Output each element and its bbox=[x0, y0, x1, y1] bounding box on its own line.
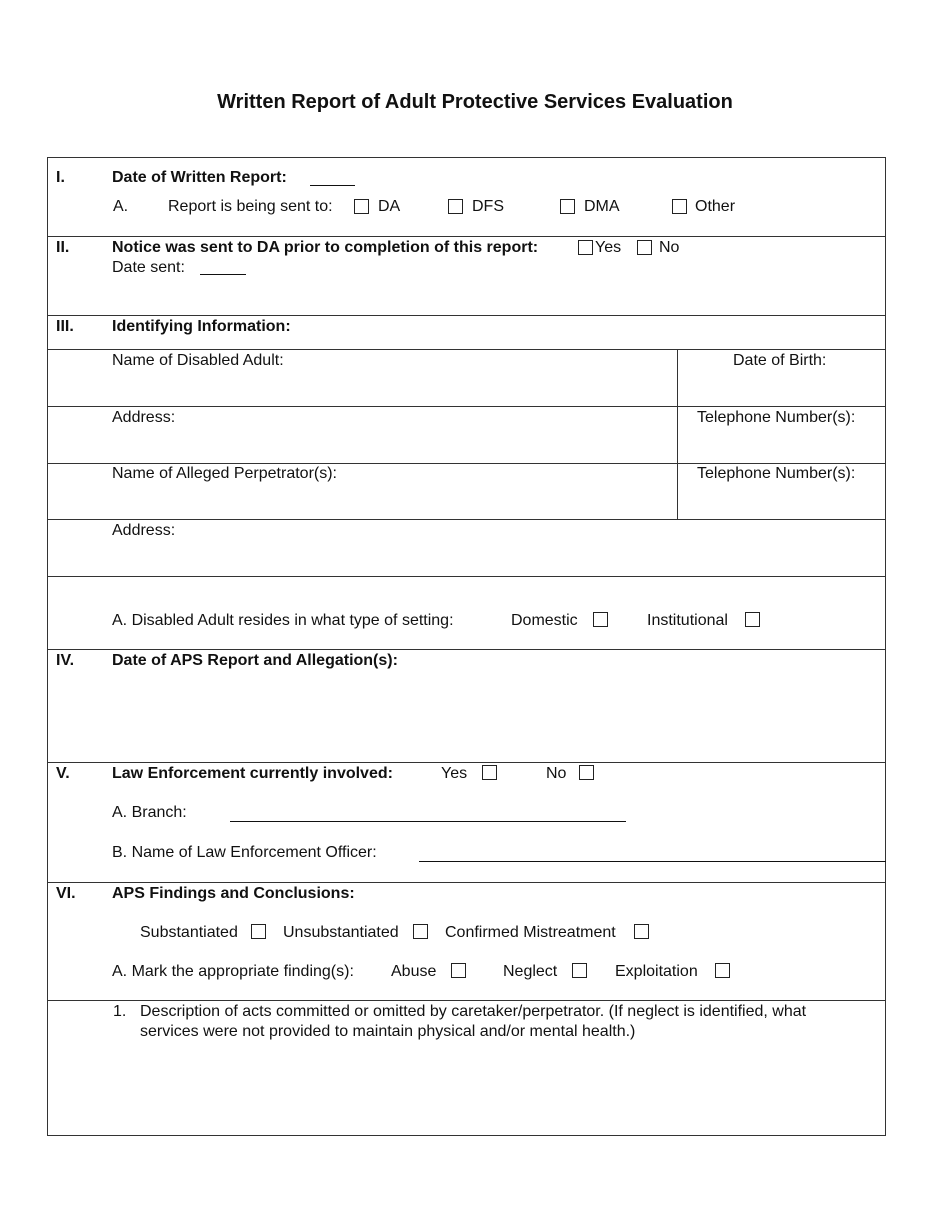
branch-label: A. Branch: bbox=[112, 804, 187, 821]
neglect-label: Neglect bbox=[503, 963, 558, 980]
telephone-label: Telephone Number(s): bbox=[697, 465, 856, 482]
notice-no-label: No bbox=[659, 239, 680, 256]
institutional-label: Institutional bbox=[647, 612, 728, 629]
law-yes-label: Yes bbox=[441, 765, 468, 782]
section-number: II. bbox=[56, 239, 70, 256]
dfs-option-label: DFS bbox=[472, 198, 504, 215]
branch-field[interactable] bbox=[230, 821, 626, 822]
address-label: Address: bbox=[112, 409, 176, 426]
divider bbox=[47, 315, 886, 316]
identifying-information-label: Identifying Information: bbox=[112, 318, 291, 335]
form-frame bbox=[47, 157, 886, 1136]
unsubstantiated-checkbox[interactable] bbox=[413, 924, 428, 939]
confirmed-mistreatment-checkbox[interactable] bbox=[634, 924, 649, 939]
dfs-checkbox[interactable] bbox=[448, 199, 463, 214]
exploitation-label: Exploitation bbox=[615, 963, 698, 980]
notice-no-checkbox[interactable] bbox=[637, 240, 652, 255]
law-no-label: No bbox=[546, 765, 567, 782]
other-option-label: Other bbox=[695, 198, 736, 215]
page-title: Written Report of Adult Protective Services Evaluation bbox=[217, 91, 733, 113]
divider bbox=[47, 406, 886, 407]
law-enforcement-label: Law Enforcement currently involved: bbox=[112, 765, 393, 782]
domestic-label: Domestic bbox=[511, 612, 578, 629]
section-number: I. bbox=[56, 169, 65, 186]
date-of-written-report-label: Date of Written Report: bbox=[112, 169, 287, 186]
divider bbox=[47, 236, 886, 237]
divider bbox=[47, 349, 886, 350]
da-checkbox[interactable] bbox=[354, 199, 369, 214]
name-perpetrator-label: Name of Alleged Perpetrator(s): bbox=[112, 465, 337, 482]
divider bbox=[47, 1000, 886, 1001]
mark-finding-label: A. Mark the appropriate finding(s): bbox=[112, 963, 354, 980]
section-number: VI. bbox=[56, 885, 76, 902]
perpetrator-address-label: Address: bbox=[112, 522, 176, 539]
law-yes-checkbox[interactable] bbox=[482, 765, 497, 780]
unsubstantiated-label: Unsubstantiated bbox=[283, 924, 399, 941]
section-number: V. bbox=[56, 765, 70, 782]
substantiated-label: Substantiated bbox=[140, 924, 238, 941]
domestic-checkbox[interactable] bbox=[593, 612, 608, 627]
divider bbox=[47, 576, 886, 577]
da-option-label: DA bbox=[378, 198, 401, 215]
divider bbox=[47, 649, 886, 650]
description-line: services were not provided to maintain physical and/or mental health.) bbox=[140, 1023, 636, 1040]
name-disabled-adult-label: Name of Disabled Adult: bbox=[112, 352, 284, 369]
section-number: III. bbox=[56, 318, 74, 335]
dma-checkbox[interactable] bbox=[560, 199, 575, 214]
description-number: 1. bbox=[113, 1003, 127, 1020]
dma-option-label: DMA bbox=[584, 198, 620, 215]
description-line: Description of acts committed or omitted by caretaker/perpetrator. (If neglect is identified, what bbox=[140, 1003, 807, 1020]
date-sent-field[interactable] bbox=[200, 274, 246, 275]
notice-yes-label: Yes bbox=[595, 239, 622, 256]
exploitation-checkbox[interactable] bbox=[715, 963, 730, 978]
notice-yes-checkbox[interactable] bbox=[578, 240, 593, 255]
divider bbox=[47, 463, 886, 464]
date-of-written-report-field[interactable] bbox=[310, 185, 355, 186]
substantiated-checkbox[interactable] bbox=[251, 924, 266, 939]
date-of-birth-label: Date of Birth: bbox=[733, 352, 827, 369]
setting-question: A. Disabled Adult resides in what type of setting: bbox=[112, 612, 454, 629]
divider bbox=[47, 882, 886, 883]
sub-letter: A. bbox=[113, 198, 129, 215]
officer-field[interactable] bbox=[419, 861, 886, 862]
abuse-checkbox[interactable] bbox=[451, 963, 466, 978]
neglect-checkbox[interactable] bbox=[572, 963, 587, 978]
aps-report-date-label: Date of APS Report and Allegation(s): bbox=[112, 652, 398, 669]
abuse-label: Abuse bbox=[391, 963, 437, 980]
confirmed-mistreatment-label: Confirmed Mistreatment bbox=[445, 924, 616, 941]
institutional-checkbox[interactable] bbox=[745, 612, 760, 627]
findings-label: APS Findings and Conclusions: bbox=[112, 885, 355, 902]
officer-label: B. Name of Law Enforcement Officer: bbox=[112, 844, 377, 861]
divider bbox=[47, 762, 886, 763]
date-sent-label: Date sent: bbox=[112, 259, 185, 276]
sent-to-label: Report is being sent to: bbox=[168, 198, 333, 215]
law-no-checkbox[interactable] bbox=[579, 765, 594, 780]
divider bbox=[47, 519, 886, 520]
column-divider bbox=[677, 349, 678, 519]
other-checkbox[interactable] bbox=[672, 199, 687, 214]
notice-sent-label: Notice was sent to DA prior to completion of this report: bbox=[112, 239, 539, 256]
telephone-label: Telephone Number(s): bbox=[697, 409, 856, 426]
section-number: IV. bbox=[56, 652, 75, 669]
